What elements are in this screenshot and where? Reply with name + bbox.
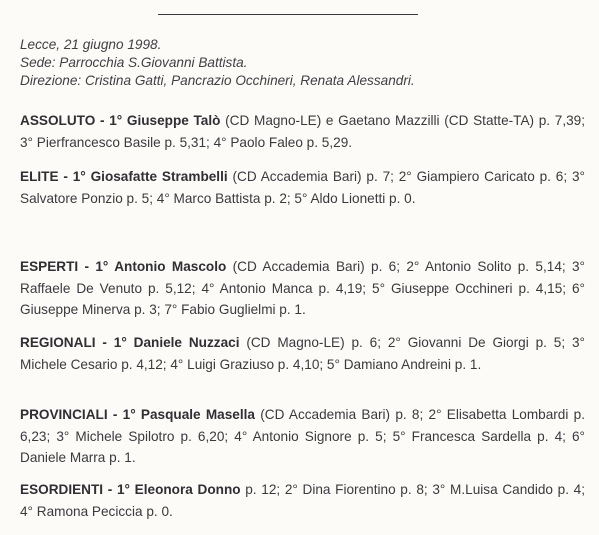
- results-text: p. 12; 2° Dina Fiorentino p. 8; 3° M.Luisa Candido p. 4; 4° Ramona Peciccia p. 0.: [20, 482, 585, 519]
- category-label: ASSOLUTO -: [20, 113, 110, 128]
- results-elite: [20, 166, 585, 209]
- category-label: PROVINCIALI -: [20, 407, 123, 422]
- category-label: REGIONALI -: [20, 335, 114, 350]
- event-direction: Direzione: Cristina Gatti, Pancrazio Occhineri, Renata Alessandri.: [20, 73, 415, 88]
- results-text: (CD Magno-LE) p. 6; 2° Giovanni De Giorgi p. 5; 3° Michele Cesario p. 4,12; 4° Luigi Graziuso p. 4,10; 5° Damiano Andreini p. 1.: [20, 335, 585, 372]
- category-label: ESORDIENTI -: [20, 482, 117, 497]
- winner-name: 1° Giuseppe Talò: [109, 113, 221, 128]
- winner-name: 1° Pasquale Masella: [122, 407, 255, 422]
- event-venue: Sede: Parrocchia S.Giovanni Battista.: [20, 55, 248, 70]
- event-header: [20, 36, 415, 90]
- results-regionali: [20, 332, 585, 375]
- winner-name: 1° Daniele Nuzzaci: [113, 335, 240, 350]
- top-divider: [158, 14, 418, 15]
- category-label: ELITE -: [20, 169, 73, 184]
- results-text: (CD Accademia Bari) p. 8; 2° Elisabetta Lombardi p. 6,23; 3° Michele Spilotro p. 6,20; 4° Antonio Signore p. 5; 5° Francesca Sardella p. 4; 6° Daniele Marra p. 1.: [20, 407, 585, 465]
- results-text: (CD Magno-LE) e Gaetano Mazzilli (CD Statte-TA) p. 7,39; 3° Pierfrancesco Basile p. 5,31; 4° Paolo Faleo p. 5,29.: [20, 113, 585, 150]
- event-date-place: Lecce, 21 giugno 1998.: [20, 37, 162, 52]
- winner-name: 1° Antonio Mascolo: [95, 259, 227, 274]
- results-esordienti: [20, 479, 585, 522]
- results-assoluto: [20, 110, 585, 153]
- category-label: ESPERTI -: [20, 259, 96, 274]
- results-text: (CD Accademia Bari) p. 7; 2° Giampiero Caricato p. 6; 3° Salvatore Ponzio p. 5; 4° Marco Battista p. 2; 5° Aldo Lionetti p. 0.: [20, 169, 585, 206]
- winner-name: 1° Giosafatte Strambelli: [72, 169, 228, 184]
- results-text: (CD Accademia Bari) p. 6; 2° Antonio Solito p. 5,14; 3° Raffaele De Venuto p. 5,12; 4° Antonio Manca p. 4,19; 5° Giuseppe Occhineri p. 4,15; 6° Giuseppe Minerva p. 3; 7° Fabio Guglielmi p. 1.: [20, 259, 585, 317]
- results-provinciali: [20, 404, 585, 469]
- results-esperti: [20, 256, 585, 321]
- winner-name: 1° Eleonora Donno: [116, 482, 241, 497]
